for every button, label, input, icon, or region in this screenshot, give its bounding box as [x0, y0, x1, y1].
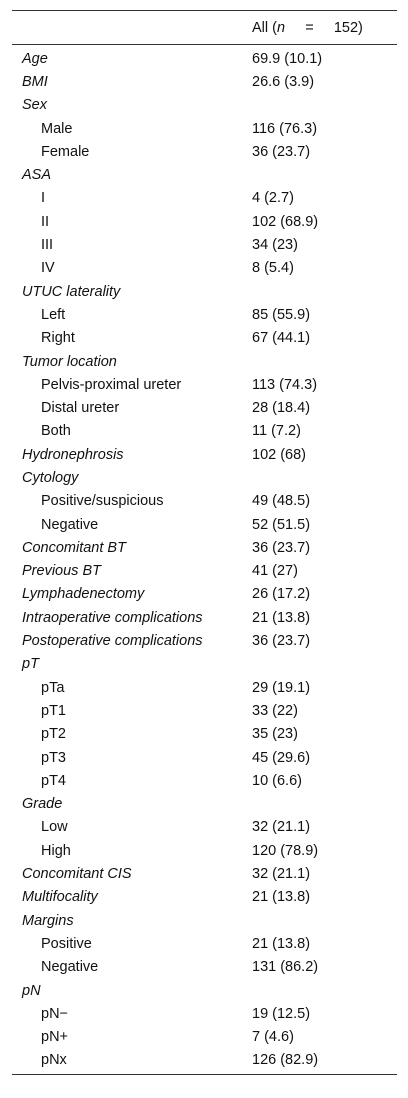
- row-value: 69.9 (10.1): [252, 50, 323, 67]
- table-row: [12, 956, 397, 979]
- header-n-var: n: [276, 19, 286, 36]
- row-value: 19 (12.5): [252, 1005, 311, 1022]
- row-label: Cytology: [22, 469, 79, 486]
- table-row: [12, 490, 397, 513]
- row-value: 120 (78.9): [252, 842, 319, 859]
- row-label: IV: [41, 260, 55, 277]
- row-value: 8 (5.4): [252, 260, 294, 277]
- row-value: 116 (76.3): [252, 120, 318, 137]
- table-row: [12, 606, 397, 629]
- row-label: Multifocality: [22, 889, 98, 906]
- row-label: Sex: [22, 97, 47, 114]
- header-n-val: 152): [333, 19, 363, 36]
- row-label: Lymphadenectomy: [22, 586, 145, 603]
- row-label: III: [41, 237, 54, 254]
- table-row: [12, 187, 397, 210]
- row-label: Positive: [41, 935, 92, 952]
- row-value: 32 (21.1): [252, 819, 311, 836]
- row-label: pT4: [41, 772, 66, 789]
- row-label: Intraoperative complications: [22, 609, 203, 626]
- row-label: Concomitant BT: [22, 539, 126, 556]
- row-value: 52 (51.5): [252, 516, 311, 533]
- row-value: 34 (23): [252, 237, 298, 254]
- table-row: [12, 886, 397, 909]
- table-row: [12, 723, 397, 746]
- row-value: 29 (19.1): [252, 679, 311, 696]
- row-value: 85 (55.9): [252, 306, 311, 323]
- row-value: 36 (23.7): [252, 633, 311, 650]
- row-label: pTa: [41, 679, 65, 696]
- table-row: [12, 350, 397, 373]
- table-row: [12, 653, 397, 676]
- row-label: pT2: [41, 726, 66, 743]
- row-label: ASA: [22, 167, 52, 184]
- table-row: [12, 163, 397, 186]
- row-label: pT1: [41, 702, 66, 719]
- row-label: Margins: [22, 912, 74, 929]
- row-label: Age: [22, 50, 48, 67]
- table-row: [12, 1002, 397, 1025]
- row-value: 102 (68.9): [252, 213, 319, 230]
- row-label: pT3: [41, 749, 66, 766]
- table-row: [12, 583, 397, 606]
- row-value: 21 (13.8): [252, 935, 311, 952]
- row-label: High: [41, 842, 71, 859]
- row-label: Right: [41, 330, 75, 347]
- row-label: I: [41, 190, 46, 207]
- row-value: 26.6 (3.9): [252, 73, 315, 90]
- table-row: [12, 746, 397, 769]
- row-value: 36 (23.7): [252, 143, 311, 160]
- table-row: [12, 420, 397, 443]
- table-row: [12, 979, 397, 1002]
- row-label: Negative: [41, 959, 99, 976]
- row-label: pN−: [41, 1005, 69, 1022]
- row-label: Previous BT: [22, 563, 101, 580]
- table-row: [12, 466, 397, 489]
- row-label: Negative: [41, 516, 99, 533]
- row-value: 7 (4.6): [252, 1029, 294, 1046]
- row-value: 32 (21.1): [252, 866, 311, 883]
- table-row: [12, 233, 397, 256]
- table-row: [12, 1049, 397, 1072]
- row-value: 45 (29.6): [252, 749, 311, 766]
- row-value: 131 (86.2): [252, 959, 319, 976]
- header-prefix: All (: [252, 19, 277, 36]
- table-row: [12, 769, 397, 792]
- header-all-n: [252, 20, 363, 36]
- row-label: Pelvis-proximal ureter: [41, 376, 182, 393]
- row-value: 28 (18.4): [252, 400, 311, 417]
- row-label: Male: [41, 120, 73, 137]
- table-row: [12, 909, 397, 932]
- table-row: [12, 257, 397, 280]
- row-value: 33 (22): [252, 702, 298, 719]
- row-label: Hydronephrosis: [22, 446, 124, 463]
- table-row: [12, 210, 397, 233]
- table-header: [12, 11, 397, 45]
- row-label: Distal ureter: [41, 400, 120, 417]
- table-row: [12, 280, 397, 303]
- row-value: 113 (74.3): [252, 376, 318, 393]
- row-label: pNx: [41, 1052, 67, 1069]
- row-value: 4 (2.7): [252, 190, 294, 207]
- row-value: 126 (82.9): [252, 1052, 319, 1069]
- row-label: UTUC laterality: [22, 283, 121, 300]
- table-row: [12, 536, 397, 559]
- row-label: pN+: [41, 1029, 69, 1046]
- table-row: [12, 373, 397, 396]
- table-body: [12, 45, 397, 1075]
- row-value: 102 (68): [252, 446, 307, 463]
- row-value: 10 (6.6): [252, 772, 302, 789]
- row-value: 36 (23.7): [252, 539, 311, 556]
- row-label: Left: [41, 306, 66, 323]
- row-value: 21 (13.8): [252, 889, 311, 906]
- row-label: II: [41, 213, 50, 230]
- row-value: 67 (44.1): [252, 330, 311, 347]
- table-row: [12, 303, 397, 326]
- row-value: 49 (48.5): [252, 493, 311, 510]
- row-value: 41 (27): [252, 563, 298, 580]
- row-label: Tumor location: [22, 353, 117, 370]
- table-row: [12, 70, 397, 93]
- table-row: [12, 793, 397, 816]
- row-label: Grade: [22, 796, 63, 813]
- table-row: [12, 443, 397, 466]
- row-value: 26 (17.2): [252, 586, 311, 603]
- table-row: [12, 117, 397, 140]
- row-label: BMI: [22, 73, 48, 90]
- row-value: 35 (23): [252, 726, 298, 743]
- row-label: Positive/suspicious: [41, 493, 164, 510]
- header-eq: =: [305, 19, 314, 36]
- table-row: [12, 629, 397, 652]
- row-label: Postoperative complications: [22, 633, 203, 650]
- table-row: [12, 396, 397, 419]
- table-row: [12, 932, 397, 955]
- row-value: 21 (13.8): [252, 609, 311, 626]
- row-label: pN: [22, 982, 41, 999]
- row-label: Concomitant CIS: [22, 866, 132, 883]
- table-row: [12, 816, 397, 839]
- table-row: [12, 699, 397, 722]
- table-row: [12, 327, 397, 350]
- row-label: pT: [22, 656, 39, 673]
- table-row: [12, 94, 397, 117]
- table-row: [12, 676, 397, 699]
- row-label: Female: [41, 143, 90, 160]
- table-row: [12, 47, 397, 70]
- table-row: [12, 1025, 397, 1048]
- table-row: [12, 513, 397, 536]
- table-row: [12, 839, 397, 862]
- table-row: [12, 560, 397, 583]
- table-row: [12, 862, 397, 885]
- characteristics-table: [12, 10, 397, 1075]
- row-label: Low: [41, 819, 68, 836]
- table-row: [12, 140, 397, 163]
- row-label: Both: [41, 423, 71, 440]
- row-value: 11 (7.2): [252, 423, 301, 440]
